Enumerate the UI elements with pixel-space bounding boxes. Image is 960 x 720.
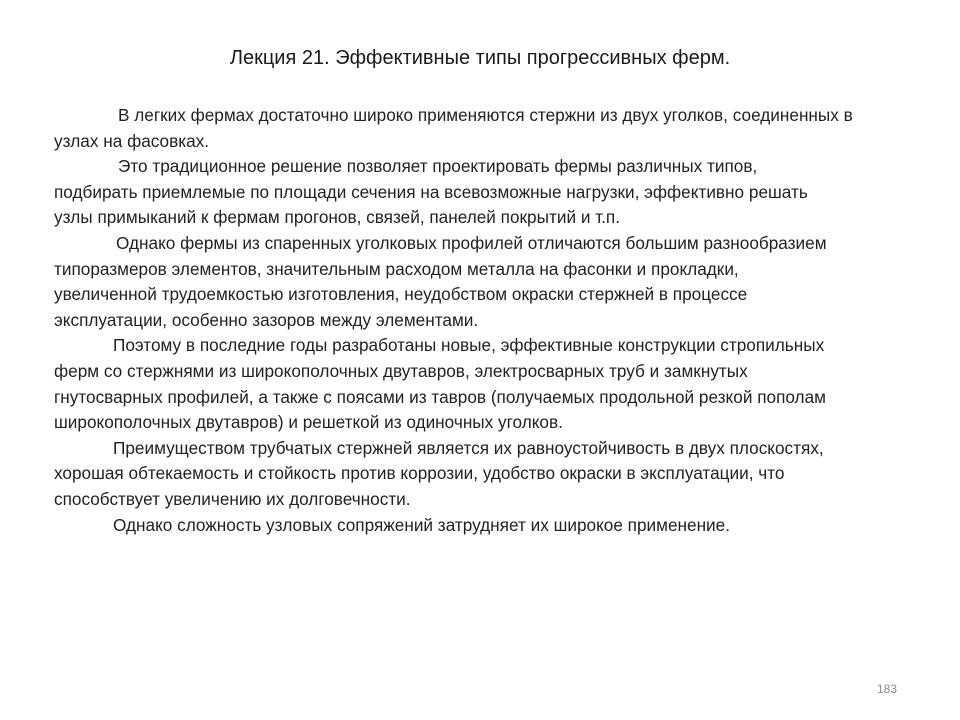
body-line: узлах на фасовках. (54, 130, 210, 151)
body-line: Преимуществом трубчатых стержней является их равноустойчивость в двух плоскостях, (113, 437, 824, 458)
body-line: эксплуатации, особенно зазоров между элементами. (54, 309, 479, 330)
body-line: узлы примыканий к фермам прогонов, связей, панелей покрытий и т.п. (54, 207, 621, 228)
body-line: увеличенной трудоемкостью изготовления, неудобством окраски стержней в процессе (54, 284, 748, 305)
body-line: подбирать приемлемые по площади сечения на всевозможные нагрузки, эффективно решать (54, 181, 808, 202)
slide-page-number: 183 (876, 682, 898, 696)
body-line: В легких фермах достаточно широко применяются стержни из двух уголков, соединенных в (118, 105, 853, 125)
body-line: широкополочных двутавров) и решеткой из одиночных уголков. (54, 412, 563, 433)
slide-title: Лекция 21. Эффективные типы прогрессивных ферм. (229, 47, 731, 69)
body-line: типоразмеров элементов, значительным расходом металла на фасонки и прокладки, (54, 258, 739, 279)
body-line: гнутосварных профилей, а также с поясами из тавров (получаемых продольной резкой пополам (54, 386, 826, 407)
body-line: ферм со стержнями из широкополочных двутавров, электросварных труб и замкнутых (54, 360, 748, 381)
lecture-body (54, 103, 950, 538)
body-line: Это традиционное решение позволяет проектировать фермы различных типов, (118, 156, 758, 177)
body-line: Однако сложность узловых сопряжений затрудняет их широкое применение. (113, 514, 730, 535)
body-line: Поэтому в последние годы разработаны новые, эффективные конструкции стропильных (113, 335, 825, 356)
body-line: способствует увеличению их долговечности. (54, 488, 411, 509)
body-line: Однако фермы из спаренных уголковых профилей отличаются большим разнообразием (116, 232, 827, 253)
body-line: хорошая обтекаемость и стойкость против коррозии, удобство окраски в эксплуатации, что (54, 463, 785, 484)
